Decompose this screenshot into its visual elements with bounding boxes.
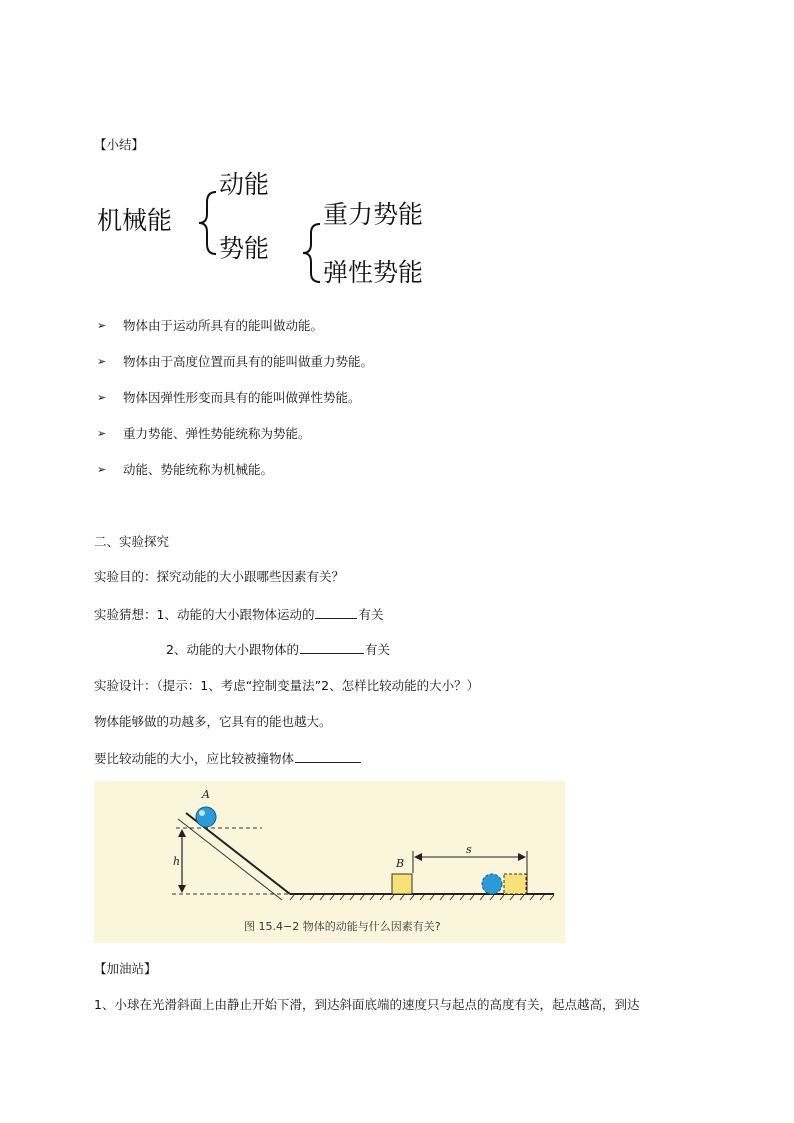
- compare-blank[interactable]: [295, 750, 361, 763]
- guess-2-suffix: 有关: [364, 642, 390, 657]
- guess-2-blank[interactable]: [300, 641, 364, 654]
- tree-potential-label: 势能: [219, 234, 270, 263]
- tree-root-label: 机械能: [97, 206, 173, 235]
- left-brace-icon: [196, 190, 220, 256]
- label-a: A: [202, 788, 210, 801]
- guess-2-text: 2、动能的大小跟物体的: [166, 642, 299, 657]
- figure-caption: 图 15.4−2 物体的动能与什么因素有关?: [244, 920, 441, 933]
- experiment-compare: [94, 750, 362, 767]
- boost-item-1: 1、小球在光滑斜面上由静止开始下滑，到达斜面底端的速度只与起点的高度有关，起点越高，到达: [94, 997, 640, 1012]
- list-item: 物体由于高度位置而具有的能叫做重力势能。: [123, 354, 374, 369]
- bullet-arrow-icon: ➢: [97, 463, 107, 476]
- boost-heading: 【加油站】: [94, 961, 157, 976]
- bullet-arrow-icon: ➢: [97, 427, 107, 440]
- list-item: 动能、势能统称为机械能。: [123, 462, 274, 477]
- bullet-arrow-icon: ➢: [97, 391, 107, 404]
- bullet-arrow-icon: ➢: [97, 355, 107, 368]
- list-item: 物体因弹性形变而具有的能叫做弹性势能。: [123, 390, 361, 405]
- ball-a-icon: [196, 807, 216, 827]
- bullet-arrow-icon: ➢: [97, 319, 107, 332]
- experiment-statement: 物体能够做的功越多，它具有的能也越大。: [94, 714, 332, 729]
- label-s: s: [466, 843, 472, 856]
- list-item: 物体由于运动所具有的能叫做动能。: [123, 318, 324, 333]
- guess-1-blank[interactable]: [315, 606, 357, 619]
- experiment-design: 实验设计：（提示：1、考虑“控制变量法”2、怎样比较动能的大小？）: [94, 678, 480, 693]
- block-b-icon: [392, 874, 412, 894]
- right-brace-icon: [300, 222, 324, 284]
- label-b: B: [396, 857, 405, 870]
- guess-label: 实验猜想：: [94, 607, 157, 622]
- tree-kinetic-label: 动能: [219, 170, 270, 199]
- list-item: 重力势能、弹性势能统称为势能。: [123, 426, 311, 441]
- experiment-heading: 二、实验探究: [94, 534, 170, 549]
- summary-heading: 【小结】: [94, 137, 145, 152]
- ball-a-moved-icon: [482, 874, 502, 894]
- experiment-purpose: 实验目的：探究动能的大小跟哪些因素有关？: [94, 569, 345, 584]
- tree-gravitational-label: 重力势能: [323, 200, 424, 229]
- ramp-diagram: [94, 781, 565, 943]
- label-h: h: [173, 855, 181, 868]
- ground-hatching: [290, 895, 554, 900]
- experiment-figure: [94, 781, 565, 943]
- block-b-moved-icon: [504, 874, 526, 894]
- guess-1-suffix: 有关: [358, 607, 384, 622]
- compare-text: 要比较动能的大小，应比较被撞物体: [94, 751, 295, 766]
- experiment-guess-1: [94, 606, 384, 623]
- guess-1-text: 1、动能的大小跟物体运动的: [156, 607, 315, 622]
- tree-elastic-label: 弹性势能: [323, 258, 424, 287]
- experiment-guess-2: [166, 641, 390, 658]
